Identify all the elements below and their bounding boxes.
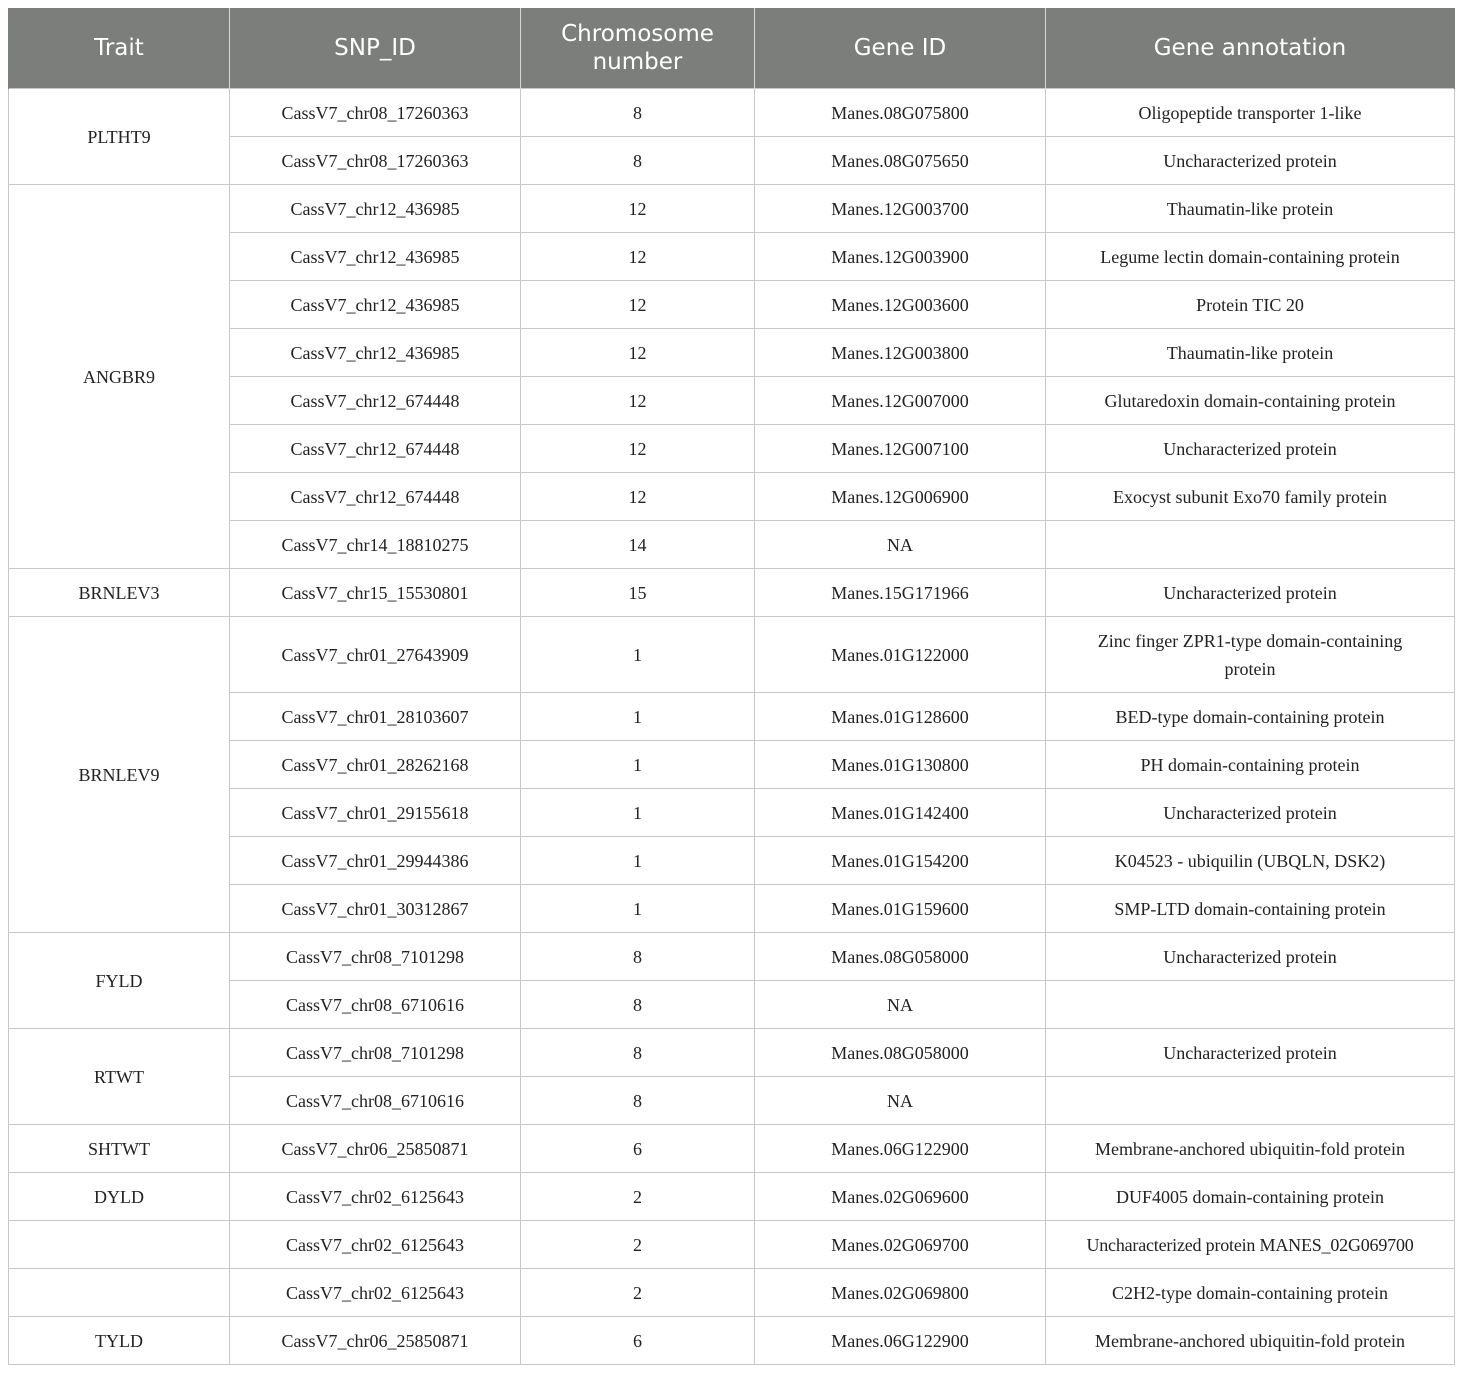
chromosome-cell: 8: [521, 981, 755, 1029]
snp-id-cell: CassV7_chr12_436985: [230, 281, 521, 329]
chromosome-cell: 14: [521, 521, 755, 569]
trait-cell: [9, 1269, 230, 1317]
gene-annotation-cell: K04523 - ubiquilin (UBQLN, DSK2): [1046, 837, 1455, 885]
gene-id-cell: Manes.01G142400: [755, 789, 1046, 837]
gene-annotation-cell: Membrane-anchored ubiquitin-fold protein: [1046, 1317, 1455, 1365]
gene-annotation-cell: DUF4005 domain-containing protein: [1046, 1173, 1455, 1221]
table-row: [9, 617, 1455, 693]
snp-id-cell: CassV7_chr06_25850871: [230, 1317, 521, 1365]
gene-annotation-cell: Uncharacterized protein: [1046, 933, 1455, 981]
snp-id-cell: CassV7_chr02_6125643: [230, 1221, 521, 1269]
chromosome-cell: 1: [521, 693, 755, 741]
gene-id-cell: Manes.02G069600: [755, 1173, 1046, 1221]
header-trait: Trait: [9, 8, 230, 89]
chromosome-cell: 6: [521, 1317, 755, 1365]
chromosome-cell: 8: [521, 933, 755, 981]
snp-id-cell: CassV7_chr08_7101298: [230, 933, 521, 981]
gene-annotation-cell: BED-type domain-containing protein: [1046, 693, 1455, 741]
gene-annotation-cell: Uncharacterized protein: [1046, 789, 1455, 837]
gene-annotation-cell: Exocyst subunit Exo70 family protein: [1046, 473, 1455, 521]
table-row: [9, 1221, 1455, 1269]
trait-cell: FYLD: [9, 933, 230, 1029]
gene-id-cell: Manes.12G006900: [755, 473, 1046, 521]
trait-cell: BRNLEV3: [9, 569, 230, 617]
trait-cell: SHTWT: [9, 1125, 230, 1173]
gene-annotation-cell: [1046, 521, 1455, 569]
chromosome-cell: 8: [521, 89, 755, 137]
trait-cell: PLTHT9: [9, 89, 230, 185]
gene-id-cell: Manes.06G122900: [755, 1317, 1046, 1365]
gene-annotation-cell: Uncharacterized protein: [1046, 569, 1455, 617]
table-row: [9, 1029, 1455, 1077]
gene-id-cell: Manes.15G171966: [755, 569, 1046, 617]
table-row: [9, 1269, 1455, 1317]
snp-id-cell: CassV7_chr12_436985: [230, 185, 521, 233]
header-snp-id: SNP_ID: [230, 8, 521, 89]
chromosome-cell: 2: [521, 1221, 755, 1269]
chromosome-cell: 2: [521, 1173, 755, 1221]
chromosome-cell: 1: [521, 837, 755, 885]
chromosome-cell: 12: [521, 473, 755, 521]
chromosome-cell: 1: [521, 741, 755, 789]
snp-id-cell: CassV7_chr01_29944386: [230, 837, 521, 885]
table-row: [9, 569, 1455, 617]
gene-annotation-cell: Uncharacterized protein: [1046, 137, 1455, 185]
snp-id-cell: CassV7_chr12_674448: [230, 473, 521, 521]
snp-id-cell: CassV7_chr15_15530801: [230, 569, 521, 617]
gene-id-cell: Manes.01G159600: [755, 885, 1046, 933]
chromosome-cell: 1: [521, 789, 755, 837]
header-gene-id: Gene ID: [755, 8, 1046, 89]
table-body: [9, 89, 1455, 1365]
chromosome-cell: 12: [521, 425, 755, 473]
gene-id-cell: Manes.12G007000: [755, 377, 1046, 425]
gene-id-cell: Manes.12G003800: [755, 329, 1046, 377]
trait-cell: BRNLEV9: [9, 617, 230, 933]
snp-id-cell: CassV7_chr01_27643909: [230, 617, 521, 693]
gene-id-cell: Manes.02G069800: [755, 1269, 1046, 1317]
header-row: [9, 8, 1455, 89]
snp-id-cell: CassV7_chr01_30312867: [230, 885, 521, 933]
gene-id-cell: Manes.12G003900: [755, 233, 1046, 281]
table-row: [9, 933, 1455, 981]
gene-id-cell: Manes.06G122900: [755, 1125, 1046, 1173]
chromosome-cell: 8: [521, 137, 755, 185]
gene-annotation-cell: PH domain-containing protein: [1046, 741, 1455, 789]
gene-id-cell: Manes.08G075650: [755, 137, 1046, 185]
table-row: [9, 1173, 1455, 1221]
gene-id-cell: Manes.02G069700: [755, 1221, 1046, 1269]
gene-id-cell: NA: [755, 1077, 1046, 1125]
gene-id-cell: Manes.12G003700: [755, 185, 1046, 233]
gene-id-cell: Manes.01G128600: [755, 693, 1046, 741]
snp-id-cell: CassV7_chr01_28103607: [230, 693, 521, 741]
table-row: [9, 89, 1455, 137]
chromosome-cell: 1: [521, 617, 755, 693]
snp-id-cell: CassV7_chr02_6125643: [230, 1173, 521, 1221]
snp-id-cell: CassV7_chr08_6710616: [230, 1077, 521, 1125]
gene-id-cell: NA: [755, 521, 1046, 569]
trait-cell: [9, 1221, 230, 1269]
trait-cell: ANGBR9: [9, 185, 230, 569]
snp-id-cell: CassV7_chr12_436985: [230, 233, 521, 281]
snp-gene-table: [8, 8, 1455, 1365]
gene-annotation-cell: Protein TIC 20: [1046, 281, 1455, 329]
header-chromosome-number: Chromosome number: [521, 8, 755, 89]
chromosome-cell: 8: [521, 1077, 755, 1125]
snp-id-cell: CassV7_chr12_674448: [230, 425, 521, 473]
snp-id-cell: CassV7_chr12_436985: [230, 329, 521, 377]
chromosome-cell: 2: [521, 1269, 755, 1317]
gene-annotation-cell: C2H2-type domain-containing protein: [1046, 1269, 1455, 1317]
gene-annotation-cell: Thaumatin-like protein: [1046, 329, 1455, 377]
gene-annotation-cell: [1046, 1077, 1455, 1125]
chromosome-cell: 12: [521, 185, 755, 233]
chromosome-cell: 12: [521, 329, 755, 377]
gene-id-cell: NA: [755, 981, 1046, 1029]
gene-id-cell: Manes.01G122000: [755, 617, 1046, 693]
gene-id-cell: Manes.12G007100: [755, 425, 1046, 473]
chromosome-cell: 12: [521, 233, 755, 281]
gene-annotation-cell: Uncharacterized protein MANES_02G069700: [1046, 1221, 1455, 1269]
gene-annotation-cell: SMP-LTD domain-containing protein: [1046, 885, 1455, 933]
header-gene-annotation: Gene annotation: [1046, 8, 1455, 89]
snp-id-cell: CassV7_chr06_25850871: [230, 1125, 521, 1173]
gene-annotation-cell: [1046, 981, 1455, 1029]
gene-annotation-cell: Legume lectin domain-containing protein: [1046, 233, 1455, 281]
table-row: [9, 1125, 1455, 1173]
chromosome-cell: 12: [521, 377, 755, 425]
snp-id-cell: CassV7_chr02_6125643: [230, 1269, 521, 1317]
trait-cell: DYLD: [9, 1173, 230, 1221]
snp-id-cell: CassV7_chr14_18810275: [230, 521, 521, 569]
snp-id-cell: CassV7_chr08_17260363: [230, 89, 521, 137]
chromosome-cell: 8: [521, 1029, 755, 1077]
gene-id-cell: Manes.08G058000: [755, 1029, 1046, 1077]
trait-cell: RTWT: [9, 1029, 230, 1125]
chromosome-cell: 15: [521, 569, 755, 617]
gene-annotation-cell: Uncharacterized protein: [1046, 1029, 1455, 1077]
chromosome-cell: 6: [521, 1125, 755, 1173]
table-row: [9, 1317, 1455, 1365]
gene-annotation-cell: Oligopeptide transporter 1-like: [1046, 89, 1455, 137]
snp-id-cell: CassV7_chr08_7101298: [230, 1029, 521, 1077]
gene-id-cell: Manes.08G058000: [755, 933, 1046, 981]
gene-id-cell: Manes.12G003600: [755, 281, 1046, 329]
chromosome-cell: 12: [521, 281, 755, 329]
gene-annotation-cell: Glutaredoxin domain-containing protein: [1046, 377, 1455, 425]
gene-annotation-cell: Uncharacterized protein: [1046, 425, 1455, 473]
table-row: [9, 185, 1455, 233]
gene-id-cell: Manes.01G154200: [755, 837, 1046, 885]
gene-annotation-cell: Zinc finger ZPR1-type domain-containing protein: [1046, 617, 1455, 693]
gene-annotation-cell: Thaumatin-like protein: [1046, 185, 1455, 233]
chromosome-cell: 1: [521, 885, 755, 933]
snp-id-cell: CassV7_chr01_29155618: [230, 789, 521, 837]
snp-id-cell: CassV7_chr01_28262168: [230, 741, 521, 789]
snp-id-cell: CassV7_chr08_17260363: [230, 137, 521, 185]
snp-id-cell: CassV7_chr12_674448: [230, 377, 521, 425]
snp-id-cell: CassV7_chr08_6710616: [230, 981, 521, 1029]
gene-id-cell: Manes.01G130800: [755, 741, 1046, 789]
trait-cell: TYLD: [9, 1317, 230, 1365]
gene-id-cell: Manes.08G075800: [755, 89, 1046, 137]
gene-annotation-cell: Membrane-anchored ubiquitin-fold protein: [1046, 1125, 1455, 1173]
